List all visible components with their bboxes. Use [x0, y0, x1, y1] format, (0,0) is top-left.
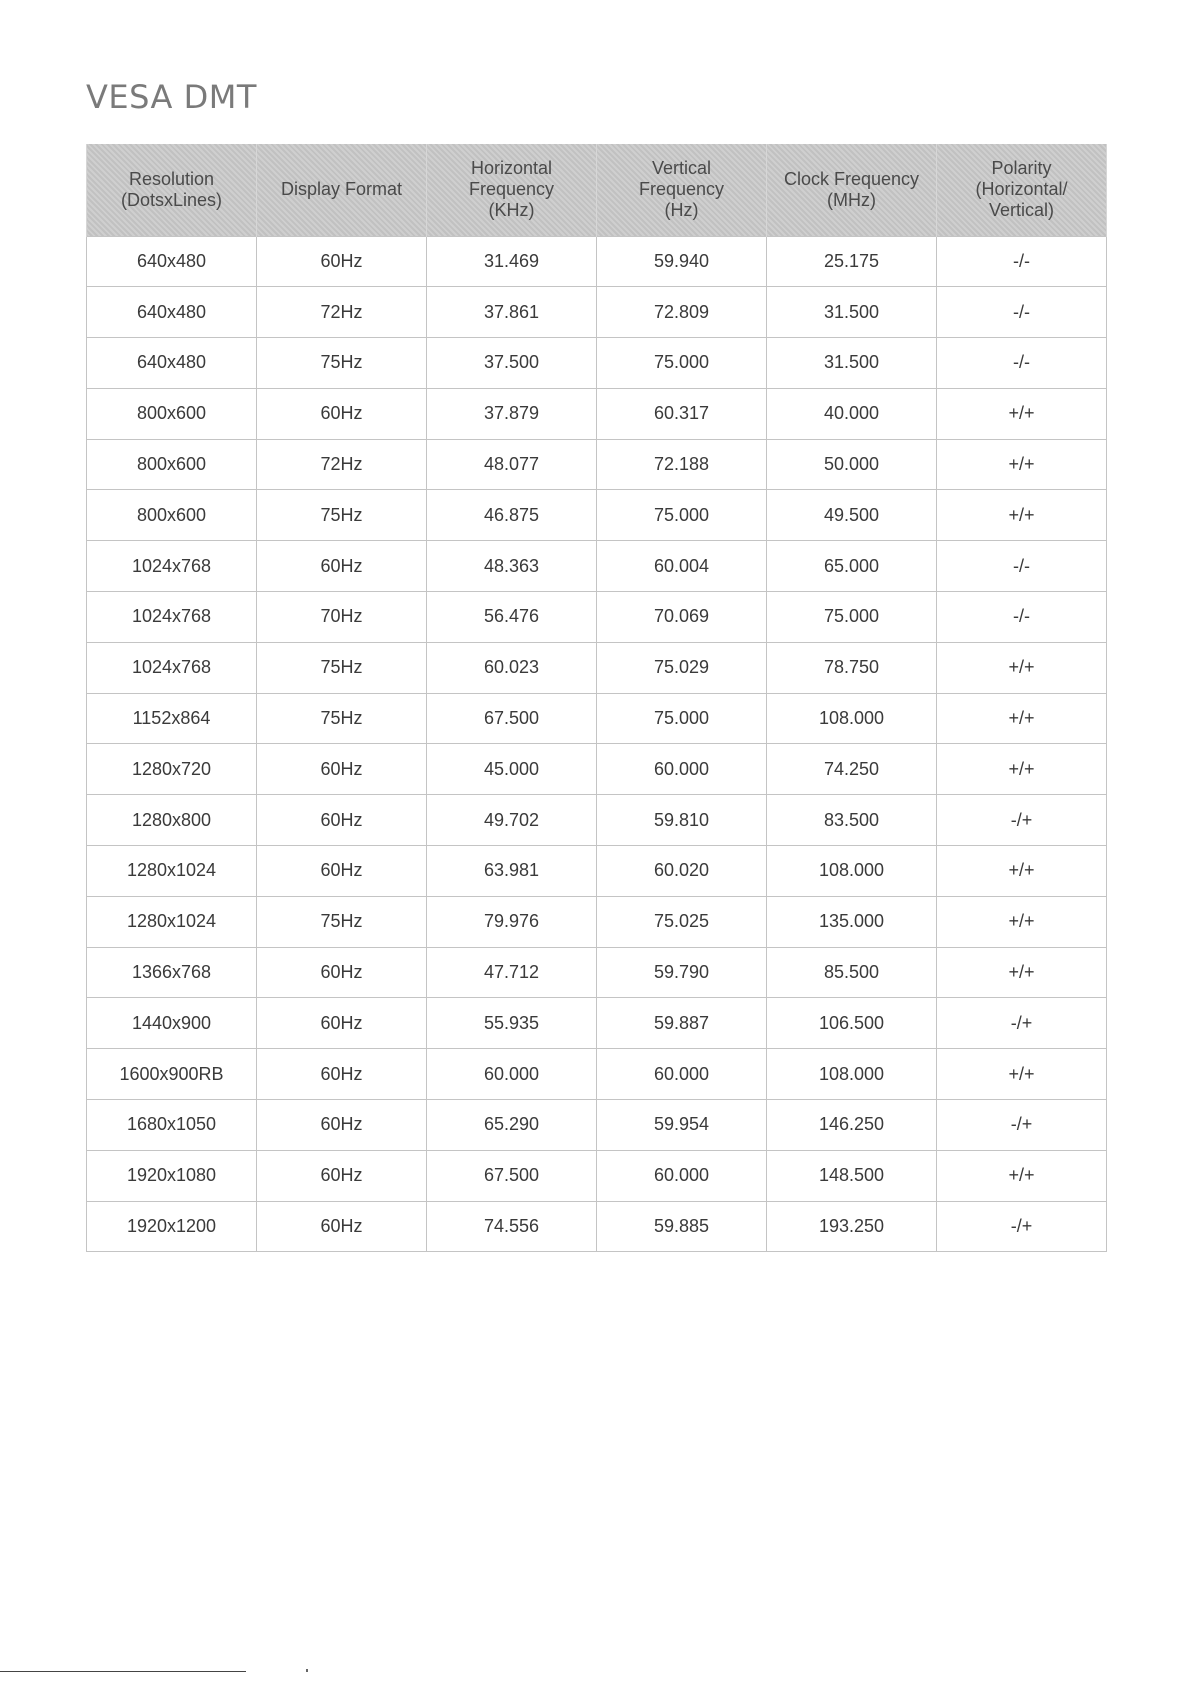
cell-resolution: 640x480	[87, 287, 257, 338]
cell-clock-frequency: 65.000	[767, 541, 937, 592]
header-clock-frequency	[767, 144, 937, 236]
cell-resolution: 1280x1024	[87, 846, 257, 897]
cell-polarity: -/-	[937, 592, 1107, 643]
header-horizontal-frequency	[427, 144, 597, 236]
table-row	[87, 744, 1107, 795]
cell-horizontal-frequency: 45.000	[427, 744, 597, 795]
cell-horizontal-frequency: 47.712	[427, 947, 597, 998]
cell-display-format: 60Hz	[257, 744, 427, 795]
header-line: (KHz)	[488, 200, 535, 221]
table-row	[87, 1100, 1107, 1151]
table-row	[87, 439, 1107, 490]
cell-vertical-frequency: 75.000	[597, 693, 767, 744]
header-line: (MHz)	[827, 189, 876, 210]
cell-clock-frequency: 25.175	[767, 236, 937, 287]
cell-resolution: 1920x1080	[87, 1150, 257, 1201]
cell-polarity: +/+	[937, 642, 1107, 693]
table-header	[87, 144, 1107, 236]
cell-horizontal-frequency: 55.935	[427, 998, 597, 1049]
cell-resolution: 1280x800	[87, 795, 257, 846]
table-row	[87, 846, 1107, 897]
table-row	[87, 1150, 1107, 1201]
cell-vertical-frequency: 59.954	[597, 1100, 767, 1151]
cell-polarity: -/-	[937, 236, 1107, 287]
cell-display-format: 60Hz	[257, 541, 427, 592]
cell-polarity: +/+	[937, 947, 1107, 998]
cell-vertical-frequency: 60.000	[597, 1150, 767, 1201]
header-line: Display Format	[280, 179, 403, 200]
cell-resolution: 640x480	[87, 236, 257, 287]
cell-display-format: 75Hz	[257, 490, 427, 541]
cell-horizontal-frequency: 67.500	[427, 693, 597, 744]
cell-resolution: 1440x900	[87, 998, 257, 1049]
cell-horizontal-frequency: 60.000	[427, 1049, 597, 1100]
cell-vertical-frequency: 59.790	[597, 947, 767, 998]
cell-vertical-frequency: 75.029	[597, 642, 767, 693]
cell-clock-frequency: 108.000	[767, 1049, 937, 1100]
header-row	[87, 144, 1107, 236]
cell-display-format: 60Hz	[257, 1201, 427, 1252]
header-polarity	[937, 144, 1107, 236]
cell-display-format: 60Hz	[257, 998, 427, 1049]
cell-vertical-frequency: 59.885	[597, 1201, 767, 1252]
table-row	[87, 1049, 1107, 1100]
cell-vertical-frequency: 60.317	[597, 388, 767, 439]
cell-vertical-frequency: 75.000	[597, 338, 767, 389]
cell-polarity: -/+	[937, 1100, 1107, 1151]
cell-polarity: +/+	[937, 1049, 1107, 1100]
cell-horizontal-frequency: 67.500	[427, 1150, 597, 1201]
cell-polarity: +/+	[937, 490, 1107, 541]
cell-polarity: +/+	[937, 1150, 1107, 1201]
table-row	[87, 947, 1107, 998]
cell-polarity: +/+	[937, 846, 1107, 897]
cell-clock-frequency: 85.500	[767, 947, 937, 998]
header-line: Vertical	[651, 158, 712, 179]
vesa-dmt-table	[86, 144, 1107, 1252]
table-row	[87, 592, 1107, 643]
cell-display-format: 60Hz	[257, 1100, 427, 1151]
cell-clock-frequency: 50.000	[767, 439, 937, 490]
cell-horizontal-frequency: 37.879	[427, 388, 597, 439]
cell-resolution: 1280x720	[87, 744, 257, 795]
cell-horizontal-frequency: 31.469	[427, 236, 597, 287]
cell-horizontal-frequency: 48.077	[427, 439, 597, 490]
table-row	[87, 490, 1107, 541]
cell-display-format: 72Hz	[257, 439, 427, 490]
cell-display-format: 72Hz	[257, 287, 427, 338]
cell-resolution: 1600x900RB	[87, 1049, 257, 1100]
cell-clock-frequency: 78.750	[767, 642, 937, 693]
cell-display-format: 60Hz	[257, 1150, 427, 1201]
cell-polarity: -/-	[937, 287, 1107, 338]
header-line: Clock Frequency	[783, 168, 920, 189]
header-line: (DotsxLines)	[120, 189, 223, 210]
cell-horizontal-frequency: 56.476	[427, 592, 597, 643]
cell-polarity: +/+	[937, 439, 1107, 490]
cell-clock-frequency: 31.500	[767, 338, 937, 389]
cell-vertical-frequency: 72.809	[597, 287, 767, 338]
cell-clock-frequency: 74.250	[767, 744, 937, 795]
cell-vertical-frequency: 59.887	[597, 998, 767, 1049]
cell-clock-frequency: 108.000	[767, 846, 937, 897]
cell-polarity: -/+	[937, 998, 1107, 1049]
cell-display-format: 75Hz	[257, 896, 427, 947]
cell-display-format: 75Hz	[257, 338, 427, 389]
cell-resolution: 1024x768	[87, 541, 257, 592]
table-row	[87, 287, 1107, 338]
cell-resolution: 800x600	[87, 388, 257, 439]
table-row	[87, 236, 1107, 287]
cell-horizontal-frequency: 37.861	[427, 287, 597, 338]
cell-polarity: -/+	[937, 1201, 1107, 1252]
cell-clock-frequency: 108.000	[767, 693, 937, 744]
cell-resolution: 1366x768	[87, 947, 257, 998]
cell-vertical-frequency: 70.069	[597, 592, 767, 643]
cell-display-format: 60Hz	[257, 846, 427, 897]
cell-clock-frequency: 31.500	[767, 287, 937, 338]
cell-resolution: 1280x1024	[87, 896, 257, 947]
cell-clock-frequency: 40.000	[767, 388, 937, 439]
cell-resolution: 1024x768	[87, 592, 257, 643]
cell-vertical-frequency: 60.000	[597, 1049, 767, 1100]
cell-display-format: 75Hz	[257, 693, 427, 744]
header-line: (Hz)	[664, 200, 699, 221]
cell-vertical-frequency: 75.000	[597, 490, 767, 541]
cell-display-format: 60Hz	[257, 388, 427, 439]
cell-vertical-frequency: 72.188	[597, 439, 767, 490]
cell-display-format: 70Hz	[257, 592, 427, 643]
header-line: (Horizontal/	[975, 179, 1068, 200]
footer-rule	[0, 1671, 246, 1672]
cell-resolution: 1920x1200	[87, 1201, 257, 1252]
cell-clock-frequency: 83.500	[767, 795, 937, 846]
cell-clock-frequency: 49.500	[767, 490, 937, 541]
cell-resolution: 1680x1050	[87, 1100, 257, 1151]
header-vertical-frequency	[597, 144, 767, 236]
cell-resolution: 1024x768	[87, 642, 257, 693]
cell-horizontal-frequency: 60.023	[427, 642, 597, 693]
cell-clock-frequency: 106.500	[767, 998, 937, 1049]
cell-horizontal-frequency: 37.500	[427, 338, 597, 389]
cell-horizontal-frequency: 49.702	[427, 795, 597, 846]
table-row	[87, 541, 1107, 592]
cell-display-format: 60Hz	[257, 947, 427, 998]
cell-polarity: -/+	[937, 795, 1107, 846]
footer-mark	[306, 1669, 308, 1672]
cell-polarity: +/+	[937, 744, 1107, 795]
header-display-format	[257, 144, 427, 236]
cell-horizontal-frequency: 65.290	[427, 1100, 597, 1151]
cell-horizontal-frequency: 63.981	[427, 846, 597, 897]
table-row	[87, 693, 1107, 744]
cell-polarity: +/+	[937, 693, 1107, 744]
table-row	[87, 998, 1107, 1049]
cell-resolution: 800x600	[87, 490, 257, 541]
cell-vertical-frequency: 59.940	[597, 236, 767, 287]
cell-clock-frequency: 146.250	[767, 1100, 937, 1151]
table-row	[87, 1201, 1107, 1252]
header-line: Horizontal	[470, 158, 553, 179]
cell-display-format: 60Hz	[257, 795, 427, 846]
cell-display-format: 60Hz	[257, 236, 427, 287]
cell-vertical-frequency: 59.810	[597, 795, 767, 846]
table-row	[87, 642, 1107, 693]
cell-clock-frequency: 148.500	[767, 1150, 937, 1201]
cell-polarity: -/-	[937, 541, 1107, 592]
cell-polarity: +/+	[937, 388, 1107, 439]
table-body	[87, 236, 1107, 1252]
cell-vertical-frequency: 60.020	[597, 846, 767, 897]
table-row	[87, 388, 1107, 439]
header-line: Resolution	[128, 168, 215, 189]
cell-resolution: 640x480	[87, 338, 257, 389]
header-line: Polarity	[991, 158, 1052, 179]
cell-clock-frequency: 135.000	[767, 896, 937, 947]
table-row	[87, 338, 1107, 389]
cell-display-format: 60Hz	[257, 1049, 427, 1100]
cell-horizontal-frequency: 79.976	[427, 896, 597, 947]
cell-clock-frequency: 75.000	[767, 592, 937, 643]
table-row	[87, 795, 1107, 846]
cell-vertical-frequency: 75.025	[597, 896, 767, 947]
cell-vertical-frequency: 60.000	[597, 744, 767, 795]
cell-clock-frequency: 193.250	[767, 1201, 937, 1252]
cell-horizontal-frequency: 46.875	[427, 490, 597, 541]
header-line: Frequency	[468, 179, 555, 200]
header-resolution	[87, 144, 257, 236]
header-line: Frequency	[638, 179, 725, 200]
cell-display-format: 75Hz	[257, 642, 427, 693]
cell-horizontal-frequency: 48.363	[427, 541, 597, 592]
cell-resolution: 1152x864	[87, 693, 257, 744]
cell-vertical-frequency: 60.004	[597, 541, 767, 592]
table-row	[87, 896, 1107, 947]
page-title: VESA DMT	[86, 78, 257, 116]
cell-horizontal-frequency: 74.556	[427, 1201, 597, 1252]
header-line: Vertical)	[988, 200, 1055, 221]
cell-resolution: 800x600	[87, 439, 257, 490]
cell-polarity: -/-	[937, 338, 1107, 389]
cell-polarity: +/+	[937, 896, 1107, 947]
